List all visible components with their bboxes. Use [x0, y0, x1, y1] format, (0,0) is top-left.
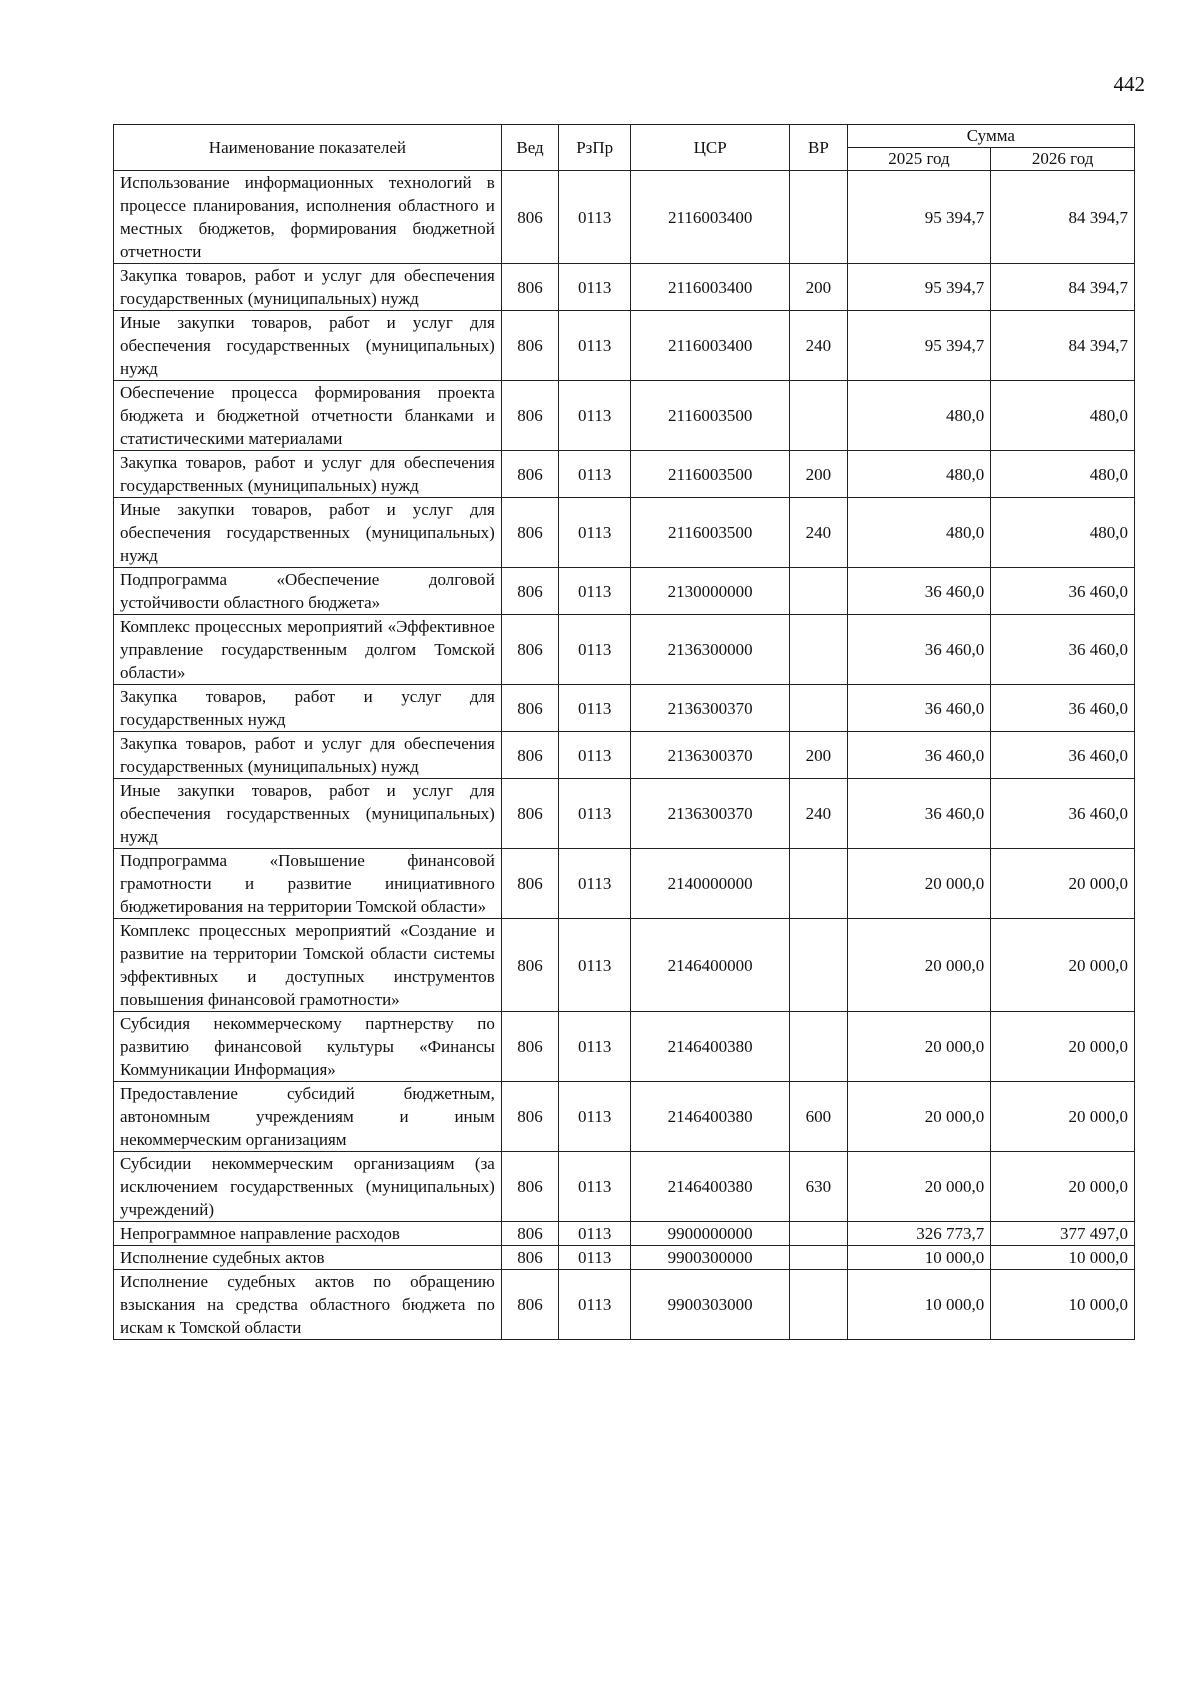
cell-vr [790, 568, 847, 615]
cell-vr: 200 [790, 451, 847, 498]
cell-sum-2026: 480,0 [991, 498, 1135, 568]
cell-sum-2025: 36 460,0 [847, 568, 991, 615]
cell-sum-2025: 480,0 [847, 451, 991, 498]
cell-rzpr: 0113 [559, 264, 631, 311]
budget-table [113, 124, 1135, 1340]
cell-ved: 806 [501, 498, 558, 568]
cell-vr [790, 171, 847, 264]
cell-sum-2026: 84 394,7 [991, 264, 1135, 311]
table-row [114, 1152, 1135, 1222]
cell-ved: 806 [501, 1246, 558, 1270]
cell-vr [790, 849, 847, 919]
table-row [114, 264, 1135, 311]
cell-sum-2026: 480,0 [991, 451, 1135, 498]
cell-name: Иные закупки товаров, работ и услуг для обеспечения государственных (муниципальных) нужд [114, 498, 502, 568]
cell-csr: 2116003400 [631, 311, 790, 381]
cell-sum-2025: 36 460,0 [847, 615, 991, 685]
cell-name: Подпрограмма «Обеспечение долговой устойчивости областного бюджета» [114, 568, 502, 615]
cell-name: Комплекс процессных мероприятий «Эффективное управление государственным долгом Томской области» [114, 615, 502, 685]
cell-rzpr: 0113 [559, 451, 631, 498]
cell-name: Исполнение судебных актов по обращению взыскания на средства областного бюджета по искам к Томской области [114, 1270, 502, 1340]
table-row [114, 171, 1135, 264]
cell-ved: 806 [501, 849, 558, 919]
table-row [114, 685, 1135, 732]
cell-csr: 9900000000 [631, 1222, 790, 1246]
cell-sum-2026: 20 000,0 [991, 1082, 1135, 1152]
table-row [114, 381, 1135, 451]
cell-rzpr: 0113 [559, 732, 631, 779]
table-row [114, 451, 1135, 498]
cell-ved: 806 [501, 1152, 558, 1222]
header-rzpr: РзПр [559, 125, 631, 171]
cell-ved: 806 [501, 779, 558, 849]
cell-ved: 806 [501, 1222, 558, 1246]
cell-sum-2025: 95 394,7 [847, 171, 991, 264]
table-row [114, 311, 1135, 381]
cell-vr: 600 [790, 1082, 847, 1152]
cell-sum-2025: 20 000,0 [847, 849, 991, 919]
cell-name: Исполнение судебных актов [114, 1246, 502, 1270]
cell-sum-2025: 20 000,0 [847, 1082, 991, 1152]
cell-sum-2025: 480,0 [847, 498, 991, 568]
cell-sum-2025: 36 460,0 [847, 732, 991, 779]
cell-sum-2025: 10 000,0 [847, 1246, 991, 1270]
cell-csr: 2136300370 [631, 732, 790, 779]
cell-vr: 240 [790, 498, 847, 568]
cell-sum-2026: 84 394,7 [991, 311, 1135, 381]
table-row [114, 498, 1135, 568]
cell-ved: 806 [501, 451, 558, 498]
cell-rzpr: 0113 [559, 1222, 631, 1246]
header-year-2026: 2026 год [991, 148, 1135, 171]
table-row [114, 1082, 1135, 1152]
header-row [114, 125, 1135, 148]
table-row [114, 919, 1135, 1012]
cell-name: Предоставление субсидий бюджетным, автономным учреждениям и иным некоммерческим организациям [114, 1082, 502, 1152]
cell-sum-2025: 36 460,0 [847, 685, 991, 732]
header-vr: ВР [790, 125, 847, 171]
cell-sum-2026: 36 460,0 [991, 779, 1135, 849]
cell-ved: 806 [501, 381, 558, 451]
cell-rzpr: 0113 [559, 1012, 631, 1082]
cell-csr: 2136300370 [631, 685, 790, 732]
cell-rzpr: 0113 [559, 615, 631, 685]
cell-sum-2025: 20 000,0 [847, 1152, 991, 1222]
cell-name: Иные закупки товаров, работ и услуг для обеспечения государственных (муниципальных) нужд [114, 311, 502, 381]
cell-csr: 9900300000 [631, 1246, 790, 1270]
cell-sum-2025: 20 000,0 [847, 919, 991, 1012]
cell-sum-2026: 36 460,0 [991, 568, 1135, 615]
table-row [114, 615, 1135, 685]
cell-vr: 630 [790, 1152, 847, 1222]
table-row [114, 849, 1135, 919]
cell-name: Иные закупки товаров, работ и услуг для обеспечения государственных (муниципальных) нужд [114, 779, 502, 849]
cell-csr: 2130000000 [631, 568, 790, 615]
table-row [114, 732, 1135, 779]
cell-sum-2026: 10 000,0 [991, 1246, 1135, 1270]
cell-rzpr: 0113 [559, 568, 631, 615]
cell-vr [790, 919, 847, 1012]
cell-rzpr: 0113 [559, 381, 631, 451]
cell-name: Комплекс процессных мероприятий «Создание и развитие на территории Томской области системы эффективных и доступных инструментов повышения финансовой грамотности» [114, 919, 502, 1012]
cell-rzpr: 0113 [559, 498, 631, 568]
cell-ved: 806 [501, 615, 558, 685]
cell-sum-2025: 326 773,7 [847, 1222, 991, 1246]
cell-sum-2026: 20 000,0 [991, 849, 1135, 919]
cell-csr: 2116003400 [631, 264, 790, 311]
cell-ved: 806 [501, 1082, 558, 1152]
table-header [114, 125, 1135, 171]
cell-sum-2025: 36 460,0 [847, 779, 991, 849]
cell-sum-2026: 36 460,0 [991, 732, 1135, 779]
table-row [114, 568, 1135, 615]
cell-ved: 806 [501, 264, 558, 311]
cell-ved: 806 [501, 1270, 558, 1340]
cell-rzpr: 0113 [559, 171, 631, 264]
cell-ved: 806 [501, 171, 558, 264]
cell-csr: 9900303000 [631, 1270, 790, 1340]
cell-vr [790, 381, 847, 451]
cell-csr: 2136300370 [631, 779, 790, 849]
cell-sum-2026: 84 394,7 [991, 171, 1135, 264]
cell-sum-2025: 20 000,0 [847, 1012, 991, 1082]
cell-name: Использование информационных технологий в процессе планирования, исполнения областного и местных бюджетов, формирования бюджетной отчетности [114, 171, 502, 264]
cell-name: Субсидия некоммерческому партнерству по развитию финансовой культуры «Финансы Коммуникации Информация» [114, 1012, 502, 1082]
cell-sum-2025: 95 394,7 [847, 264, 991, 311]
cell-sum-2026: 36 460,0 [991, 685, 1135, 732]
cell-csr: 2146400000 [631, 919, 790, 1012]
header-year-2025: 2025 год [847, 148, 991, 171]
cell-vr [790, 1246, 847, 1270]
cell-rzpr: 0113 [559, 311, 631, 381]
table-row [114, 1246, 1135, 1270]
header-csr: ЦСР [631, 125, 790, 171]
cell-csr: 2146400380 [631, 1082, 790, 1152]
cell-vr [790, 1270, 847, 1340]
cell-name: Закупка товаров, работ и услуг для обеспечения государственных (муниципальных) нужд [114, 732, 502, 779]
cell-rzpr: 0113 [559, 779, 631, 849]
cell-csr: 2116003500 [631, 498, 790, 568]
cell-sum-2025: 95 394,7 [847, 311, 991, 381]
cell-csr: 2146400380 [631, 1012, 790, 1082]
cell-csr: 2116003500 [631, 381, 790, 451]
cell-ved: 806 [501, 685, 558, 732]
cell-sum-2026: 20 000,0 [991, 919, 1135, 1012]
cell-sum-2025: 10 000,0 [847, 1270, 991, 1340]
cell-rzpr: 0113 [559, 919, 631, 1012]
cell-vr: 240 [790, 779, 847, 849]
table-row [114, 1012, 1135, 1082]
cell-rzpr: 0113 [559, 849, 631, 919]
cell-ved: 806 [501, 1012, 558, 1082]
table-row [114, 779, 1135, 849]
cell-vr [790, 685, 847, 732]
cell-sum-2026: 20 000,0 [991, 1152, 1135, 1222]
cell-sum-2026: 20 000,0 [991, 1012, 1135, 1082]
cell-vr: 240 [790, 311, 847, 381]
cell-rzpr: 0113 [559, 1246, 631, 1270]
cell-rzpr: 0113 [559, 1270, 631, 1340]
cell-name: Подпрограмма «Повышение финансовой грамотности и развитие инициативного бюджетирования на территории Томской области» [114, 849, 502, 919]
cell-ved: 806 [501, 732, 558, 779]
cell-vr: 200 [790, 732, 847, 779]
header-name: Наименование показателей [114, 125, 502, 171]
cell-rzpr: 0113 [559, 1152, 631, 1222]
cell-csr: 2146400380 [631, 1152, 790, 1222]
cell-csr: 2136300000 [631, 615, 790, 685]
cell-name: Закупка товаров, работ и услуг для обеспечения государственных (муниципальных) нужд [114, 264, 502, 311]
table-row [114, 1270, 1135, 1340]
cell-vr [790, 1222, 847, 1246]
table-row [114, 1222, 1135, 1246]
cell-ved: 806 [501, 311, 558, 381]
cell-ved: 806 [501, 919, 558, 1012]
table-body [114, 171, 1135, 1340]
cell-csr: 2140000000 [631, 849, 790, 919]
cell-sum-2025: 480,0 [847, 381, 991, 451]
cell-sum-2026: 10 000,0 [991, 1270, 1135, 1340]
page-number: 442 [1113, 72, 1145, 96]
cell-sum-2026: 36 460,0 [991, 615, 1135, 685]
cell-vr [790, 1012, 847, 1082]
cell-name: Субсидии некоммерческим организациям (за исключением государственных (муниципальных) учреждений) [114, 1152, 502, 1222]
cell-vr [790, 615, 847, 685]
cell-name: Закупка товаров, работ и услуг для обеспечения государственных (муниципальных) нужд [114, 451, 502, 498]
cell-name: Непрограммное направление расходов [114, 1222, 502, 1246]
cell-sum-2026: 480,0 [991, 381, 1135, 451]
cell-name: Закупка товаров, работ и услуг для государственных нужд [114, 685, 502, 732]
cell-name: Обеспечение процесса формирования проекта бюджета и бюджетной отчетности бланками и статистическими материалами [114, 381, 502, 451]
cell-rzpr: 0113 [559, 1082, 631, 1152]
cell-csr: 2116003500 [631, 451, 790, 498]
cell-ved: 806 [501, 568, 558, 615]
cell-rzpr: 0113 [559, 685, 631, 732]
cell-vr: 200 [790, 264, 847, 311]
cell-csr: 2116003400 [631, 171, 790, 264]
cell-sum-2026: 377 497,0 [991, 1222, 1135, 1246]
header-ved: Вед [501, 125, 558, 171]
header-sum: Сумма [847, 125, 1134, 148]
